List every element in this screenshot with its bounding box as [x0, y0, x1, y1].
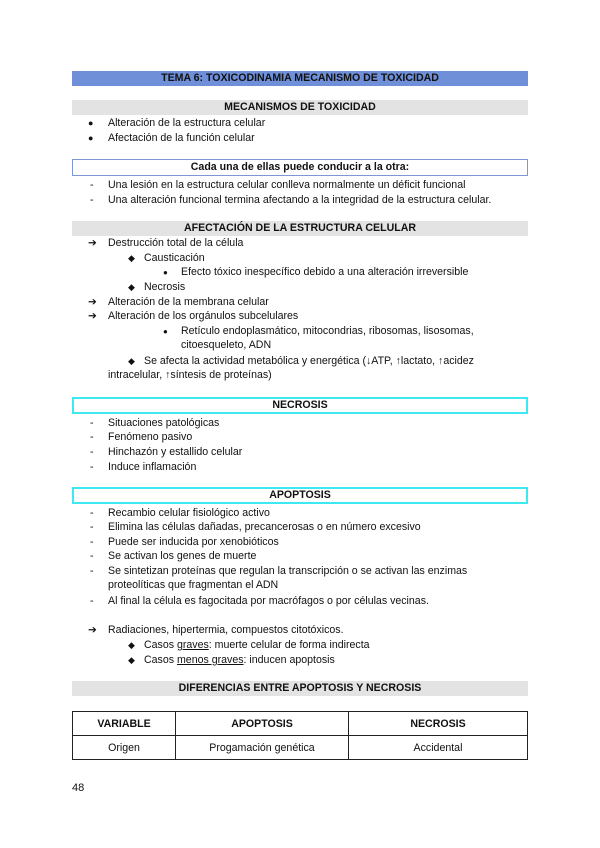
table-cell: Progamación genética — [176, 736, 349, 760]
list-item-continuation: citoesqueleto, ADN — [181, 339, 272, 351]
list-item: Recambio celular fisiológico activo — [108, 507, 270, 519]
list-item: Retículo endoplasmático, mitocondrias, ribosomas, lisosomas, — [181, 325, 474, 337]
list-item: Causticación — [144, 252, 205, 264]
underlined-term: menos graves — [176, 654, 244, 666]
diamond-marker: ◆ — [128, 356, 135, 366]
section-heading-apoptosis: APOPTOSIS — [72, 487, 528, 504]
list-item: Se sintetizan proteínas que regulan la transcripción o se activan las enzimas — [108, 565, 468, 577]
list-item-continuation: proteolíticas que fragmentan el ADN — [108, 579, 279, 591]
table-header-cell: VARIABLE — [73, 712, 176, 736]
dash-marker: - — [90, 461, 94, 473]
section-heading-diferencias: DIFERENCIAS ENTRE APOPTOSIS Y NECROSIS — [72, 681, 528, 696]
section-heading-conducir: Cada una de ellas puede conducir a la otra: — [72, 159, 528, 176]
list-item: Radiaciones, hipertermia, compuestos citotóxicos. — [108, 624, 344, 636]
dash-marker: - — [90, 595, 94, 607]
list-item — [144, 638, 370, 652]
text-segment: Casos — [144, 639, 177, 651]
diamond-marker: ◆ — [128, 655, 135, 665]
list-item: Hinchazón y estallido celular — [108, 446, 243, 458]
arrow-marker: ➔ — [88, 237, 97, 249]
dash-marker: - — [90, 431, 94, 443]
list-item — [144, 653, 335, 667]
list-item: Situaciones patológicas — [108, 417, 220, 429]
table-header-cell: NECROSIS — [349, 712, 528, 736]
dash-marker: - — [90, 550, 94, 562]
list-item: Puede ser inducida por xenobióticos — [108, 536, 279, 548]
table-cell: Accidental — [349, 736, 528, 760]
dash-marker: - — [90, 446, 94, 458]
table-row — [73, 736, 528, 760]
list-item: Se afecta la actividad metabólica y energética (↓ATP, ↑lactato, ↑acidez — [144, 355, 474, 367]
diamond-marker: ◆ — [128, 640, 135, 650]
list-item: Al final la célula es fagocitada por macrófagos o por células vecinas. — [108, 595, 429, 607]
list-item: Se activan los genes de muerte — [108, 550, 257, 562]
list-item-continuation: intracelular, ↑síntesis de proteínas) — [108, 369, 272, 381]
list-item: Elimina las células dañadas, precancerosas o en número excesivo — [108, 521, 421, 533]
text-segment: : inducen apoptosis — [243, 654, 335, 666]
arrow-marker: ➔ — [88, 624, 97, 636]
dash-marker: - — [90, 507, 94, 519]
dash-marker: - — [90, 417, 94, 429]
bullet-marker: ● — [163, 268, 168, 277]
table-header-row — [73, 712, 528, 736]
table-header-cell: APOPTOSIS — [176, 712, 349, 736]
dash-marker: - — [90, 536, 94, 548]
diamond-marker: ◆ — [128, 253, 135, 263]
page-title: TEMA 6: TOXICODINAMIA MECANISMO DE TOXICIDAD — [72, 71, 528, 86]
text-segment: : muerte celular de forma indirecta — [208, 639, 370, 651]
bullet-marker: ● — [88, 133, 94, 143]
list-item: Una alteración funcional termina afectando a la integridad de la estructura celular. — [108, 194, 492, 206]
list-item: Afectación de la función celular — [108, 132, 255, 144]
bullet-marker: ● — [163, 327, 168, 336]
table-cell: Origen — [73, 736, 176, 760]
diamond-marker: ◆ — [128, 282, 135, 292]
dash-marker: - — [90, 521, 94, 533]
list-item: Alteración de la estructura celular — [108, 117, 266, 129]
dash-marker: - — [90, 179, 94, 191]
section-heading-mecanismos: MECANISMOS DE TOXICIDAD — [72, 100, 528, 115]
comparison-table — [72, 711, 528, 760]
dash-marker: - — [90, 565, 94, 577]
list-item: Destrucción total de la célula — [108, 237, 244, 249]
list-item: Efecto tóxico inespecífico debido a una alteración irreversible — [181, 266, 469, 278]
list-item: Una lesión en la estructura celular conlleva normalmente un déficit funcional — [108, 179, 466, 191]
dash-marker: - — [90, 194, 94, 206]
list-item: Fenómeno pasivo — [108, 431, 193, 443]
list-item: Induce inflamación — [108, 461, 197, 473]
list-item: Alteración de la membrana celular — [108, 296, 269, 308]
section-heading-necrosis: NECROSIS — [72, 397, 528, 414]
list-item: Alteración de los orgánulos subcelulares — [108, 310, 299, 322]
bullet-marker: ● — [88, 118, 94, 128]
list-item: Necrosis — [144, 281, 186, 293]
arrow-marker: ➔ — [88, 296, 97, 308]
text-segment: Casos — [144, 654, 177, 666]
arrow-marker: ➔ — [88, 310, 97, 322]
underlined-term: graves — [176, 639, 209, 651]
section-heading-afectacion: AFECTACIÓN DE LA ESTRUCTURA CELULAR — [72, 221, 528, 236]
page-number: 48 — [72, 782, 85, 794]
